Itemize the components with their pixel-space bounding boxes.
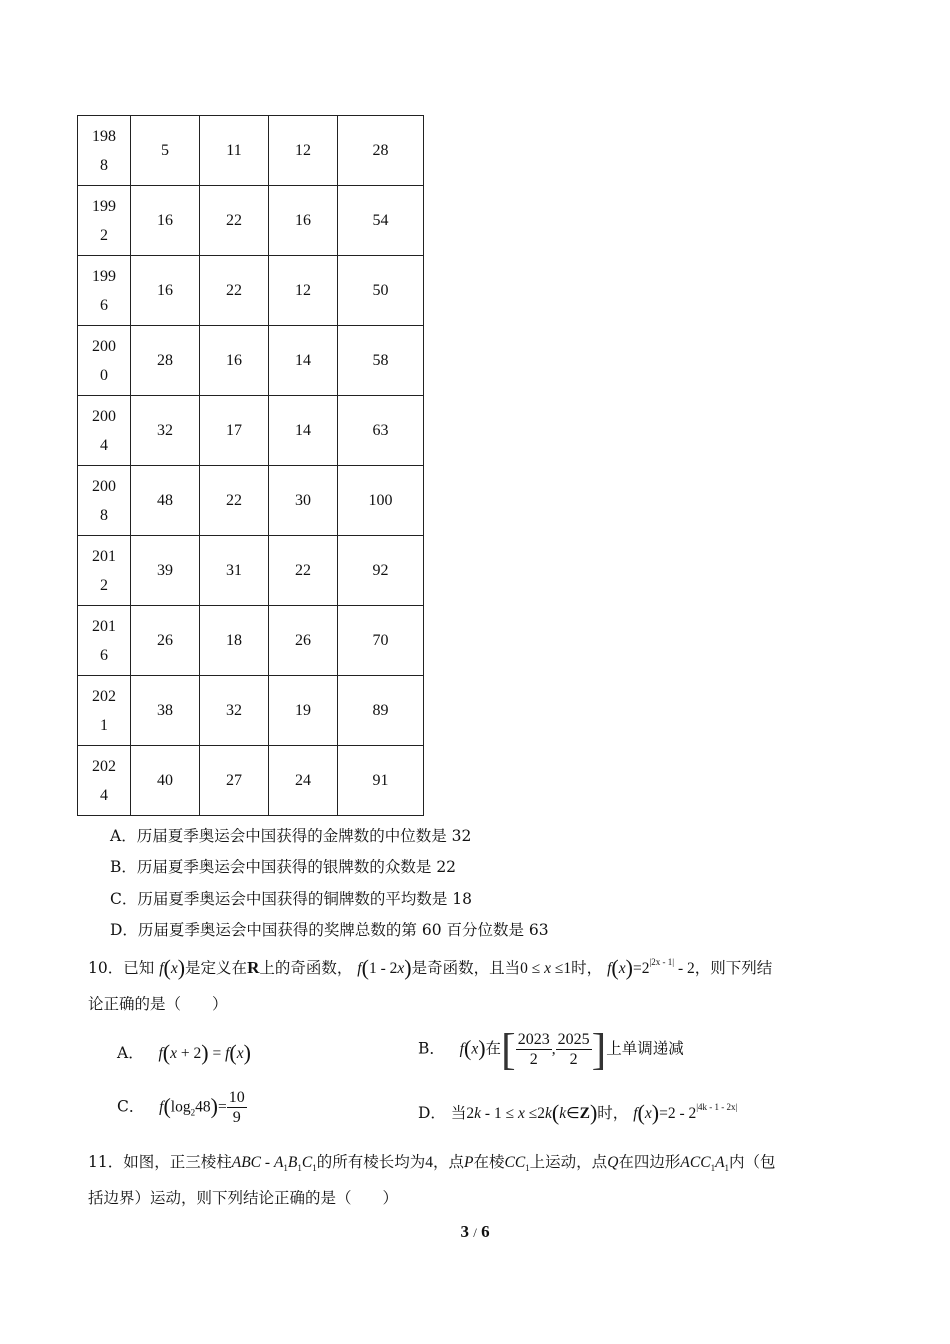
q9-option-d: D．历届夏季奥运会中国获得的奖牌总数的第 60 百分位数是 63 — [110, 921, 549, 939]
table-cell-bronze: 14 — [269, 396, 338, 466]
page-indicator: 3 / 6 — [460, 1222, 490, 1241]
table-cell-total: 63 — [338, 396, 424, 466]
q10-option-d: D． 当2k - 1 ≤ x ≤2k(k∈Z)时， $f(x)=2 - 2^{|4k - 1 - 2x|}$ — [418, 1100, 738, 1125]
table-cell-year: 2012 — [78, 536, 131, 606]
table-cell-total: 50 — [338, 256, 424, 326]
q11-stem: 11．如图，正三棱柱ABC - $A_1B_1C_1$的所有棱长均为4，点P在棱$CC_1$上运动，点Q在四边形$ACC_1A_1$内（包 — [88, 1153, 776, 1173]
table-row — [78, 256, 424, 326]
table-cell-bronze: 16 — [269, 186, 338, 256]
table-row — [78, 116, 424, 186]
table-cell-silver: 32 — [200, 676, 269, 746]
table-cell-total: 70 — [338, 606, 424, 676]
table-cell-bronze: 22 — [269, 536, 338, 606]
table-cell-gold: 28 — [131, 326, 200, 396]
table-cell-gold: 5 — [131, 116, 200, 186]
table-cell-bronze: 12 — [269, 256, 338, 326]
medal-table — [77, 115, 424, 816]
table-cell-gold: 39 — [131, 536, 200, 606]
table-cell-gold: 26 — [131, 606, 200, 676]
table-cell-year: 2008 — [78, 466, 131, 536]
table-cell-total: 89 — [338, 676, 424, 746]
q10-option-b: B． f(x)在[ $\frac{2023}{2}$ , $\frac{2025}{2}$ ]上单调递减 — [418, 1025, 684, 1074]
table-row — [78, 606, 424, 676]
table-cell-silver: 22 — [200, 466, 269, 536]
table-cell-gold: 32 — [131, 396, 200, 466]
table-row — [78, 396, 424, 466]
table-cell-total: 100 — [338, 466, 424, 536]
table-cell-silver: 22 — [200, 186, 269, 256]
q9-option-c: C．历届夏季奥运会中国获得的铜牌数的平均数是 18 — [110, 890, 473, 908]
table-cell-year: 2004 — [78, 396, 131, 466]
table-cell-gold: 40 — [131, 746, 200, 816]
table-cell-silver: 27 — [200, 746, 269, 816]
table-cell-total: 91 — [338, 746, 424, 816]
table-cell-year: 1992 — [78, 186, 131, 256]
table-row — [78, 186, 424, 256]
table-cell-silver: 18 — [200, 606, 269, 676]
table-row — [78, 326, 424, 396]
q9-option-b: B．历届夏季奥运会中国获得的银牌数的众数是 22 — [110, 858, 457, 876]
q10-stem-line2: 论正确的是（ ） — [88, 995, 228, 1013]
table-cell-total: 54 — [338, 186, 424, 256]
table-cell-total: 92 — [338, 536, 424, 606]
q11-stem-line2: 括边界）运动，则下列结论正确的是（ ） — [88, 1189, 399, 1207]
table-cell-bronze: 12 — [269, 116, 338, 186]
table-row — [78, 466, 424, 536]
q10-stem: 10．已知 f(x)是定义在R上的奇函数， f(1 - 2x)是奇函数，且当0 ≤ x ≤1时， $f(x)=2^{|2x - 1|} - 2$，则下列结 — [88, 955, 773, 980]
table-row — [78, 676, 424, 746]
table-cell-year: 2021 — [78, 676, 131, 746]
table-cell-gold: 16 — [131, 186, 200, 256]
table-cell-silver: 22 — [200, 256, 269, 326]
table-cell-year: 2016 — [78, 606, 131, 676]
table-cell-year: 2000 — [78, 326, 131, 396]
table-cell-gold: 48 — [131, 466, 200, 536]
table-cell-silver: 31 — [200, 536, 269, 606]
table-cell-total: 58 — [338, 326, 424, 396]
table-cell-bronze: 24 — [269, 746, 338, 816]
table-row — [78, 536, 424, 606]
table-cell-bronze: 26 — [269, 606, 338, 676]
table-cell-year: 2024 — [78, 746, 131, 816]
table-cell-year: 1988 — [78, 116, 131, 186]
table-cell-gold: 38 — [131, 676, 200, 746]
table-row — [78, 746, 424, 816]
table-cell-silver: 11 — [200, 116, 269, 186]
q10-option-a: A． f(x + 2) = f(x) — [117, 1040, 251, 1065]
table-cell-silver: 16 — [200, 326, 269, 396]
table-cell-year: 1996 — [78, 256, 131, 326]
table-cell-bronze: 14 — [269, 326, 338, 396]
table-cell-gold: 16 — [131, 256, 200, 326]
table-cell-bronze: 30 — [269, 466, 338, 536]
q9-option-a: A．历届夏季奥运会中国获得的金牌数的中位数是 32 — [110, 827, 472, 845]
table-cell-total: 28 — [338, 116, 424, 186]
table-cell-silver: 17 — [200, 396, 269, 466]
table-cell-bronze: 19 — [269, 676, 338, 746]
q10-option-c: C． $f(\log_248)=$ $\frac{10}{9}$ — [117, 1089, 245, 1126]
